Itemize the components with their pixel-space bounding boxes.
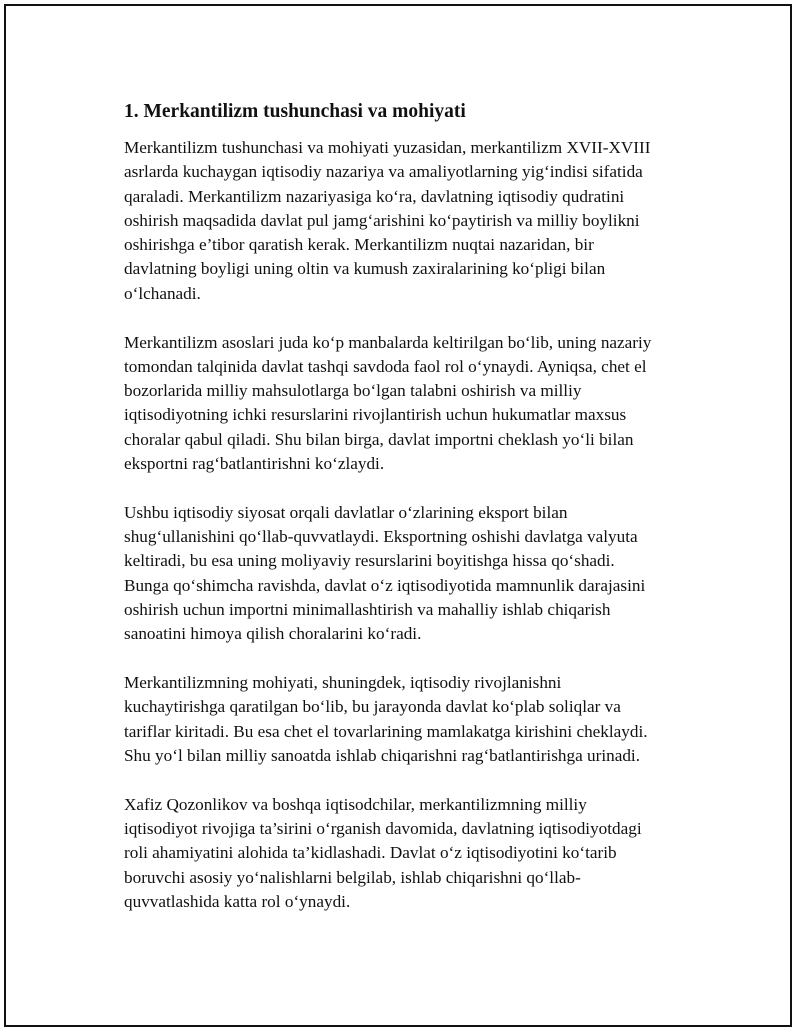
- text-line: davlatning boyligi uning oltin va kumush zaxiralarining ko‘pligi bilan: [124, 259, 606, 279]
- text-line: quvvatlashida katta rol o‘ynaydi.: [124, 892, 351, 912]
- document-body: [124, 98, 699, 939]
- paragraph: [124, 136, 699, 306]
- text-line: roli ahamiyatini alohida ta’kidlashadi. Davlat o‘z iqtisodiyotini ko‘tarib: [124, 843, 617, 863]
- text-line: iqtisodiyot rivojiga ta’sirini o‘rganish davomida, davlatning iqtisodiyotdagi: [124, 819, 642, 839]
- text-line: iqtisodiyotning ichki resurslarini rivojlantirish uchun hukumatlar maxsus: [124, 405, 627, 425]
- text-line: oshirish maqsadida davlat pul jamg‘arishini ko‘paytirish va milliy boylikni: [124, 210, 640, 230]
- text-line: sanoatini himoya qilish choralarini ko‘radi.: [124, 624, 422, 644]
- paragraph: [124, 501, 699, 647]
- text-line: qaraladi. Merkantilizm nazariyasiga ko‘ra, davlatning iqtisodiy qudratini: [124, 186, 625, 206]
- text-line: eksportni rag‘batlantirishni ko‘zlaydi.: [124, 454, 385, 474]
- text-line: tariflar kiritadi. Bu esa chet el tovarlarining mamlakatga kirishini cheklaydi.: [124, 721, 648, 741]
- text-line: Merkantilizmning mohiyati, shuningdek, iqtisodiy rivojlanishni: [124, 673, 562, 693]
- text-line: boruvchi asosiy yo‘nalishlarni belgilab, ishlab chiqarishni qo‘llab-: [124, 867, 581, 887]
- paragraph: [124, 793, 699, 914]
- text-line: asrlarda kuchaygan iqtisodiy nazariya va amaliyotlarning yig‘indisi sifatida: [124, 162, 643, 182]
- paragraph: [124, 671, 699, 768]
- text-line: tomondan talqinida davlat tashqi savdoda faol rol o‘ynaydi. Ayniqsa, chet el: [124, 356, 647, 376]
- page-frame: [4, 4, 792, 1027]
- text-line: Bunga qo‘shimcha ravishda, davlat o‘z iqtisodiyotida mamnunlik darajasini: [124, 575, 646, 595]
- section-heading: 1. Merkantilizm tushunchasi va mohiyati: [124, 101, 466, 122]
- text-line: Merkantilizm tushunchasi va mohiyati yuzasidan, merkantilizm XVII-XVIII: [124, 138, 651, 157]
- text-line: kuchaytirishga qaratilgan bo‘lib, bu jarayonda davlat ko‘plab soliqlar va: [124, 697, 621, 717]
- text-line: Ushbu iqtisodiy siyosat orqali davlatlar o‘zlarining eksport bilan: [124, 502, 568, 522]
- text-line: o‘lchanadi.: [124, 283, 201, 303]
- text-line: oshirishga e’tibor qaratish kerak. Merkantilizm nuqtai nazaridan, bir: [124, 235, 594, 255]
- text-line: Shu yo‘l bilan milliy sanoatda ishlab chiqarishni rag‘batlantirishga urinadi.: [124, 746, 640, 766]
- text-line: Merkantilizm asoslari juda ko‘p manbalarda keltirilgan bo‘lib, uning nazariy: [124, 332, 652, 352]
- text-line: oshirish uchun importni minimallashtirish va mahalliy ishlab chiqarish: [124, 600, 611, 620]
- text-line: choralar qabul qiladi. Shu bilan birga, davlat importni cheklash yo‘li bilan: [124, 429, 634, 449]
- paragraph: [124, 331, 699, 477]
- text-line: shug‘ullanishini qo‘llab-quvvatlaydi. Eksportning oshishi davlatga valyuta: [124, 527, 638, 547]
- text-line: Xafiz Qozonlikov va boshqa iqtisodchilar, merkantilizmning milliy: [124, 794, 587, 814]
- text-line: keltiradi, bu esa uning moliyaviy resurslarini boyitishga hissa qo‘shadi.: [124, 551, 615, 571]
- text-line: bozorlarida milliy mahsulotlarga bo‘lgan talabni oshirish va milliy: [124, 381, 582, 401]
